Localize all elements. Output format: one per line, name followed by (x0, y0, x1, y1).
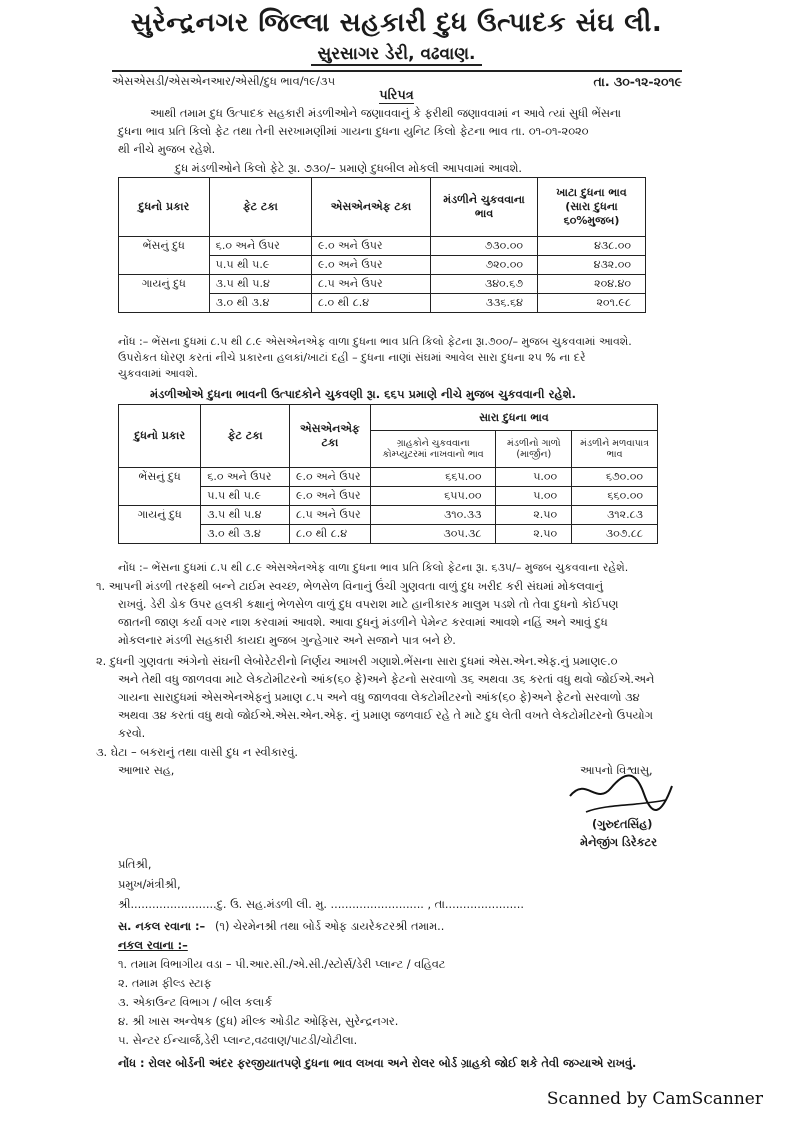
margin-cell: ૨.૫૦ (496, 506, 572, 525)
sour-price-cell: ૨૦૧.૯૮ (537, 294, 645, 313)
col-fat: ફેટ ટકા (201, 405, 290, 468)
table-header-row (119, 178, 646, 237)
note-2: નોંધ :– ભેંસના દુધમાં ૮.૫ થી ૮.૯ એસએનએફ વાળા દુધના ભાવ પ્રતિ કિલો ફેટના રૂા. ૬૩૫/– મુજબ ચુકવવાના રહેશે. (118, 561, 629, 574)
society-price-cell: ૩૦૭.૮૮ (572, 525, 658, 544)
table-row (119, 468, 658, 487)
fat-cell: ૫.૫ થી ૫.૯ (209, 256, 311, 275)
margin-cell: ૫.૦૦ (496, 487, 572, 506)
producer-rate-table (118, 404, 658, 544)
snf-cell: ૯.૦ અને ઉપર (311, 237, 430, 256)
point-1-line-3: જાતની જાણ કર્યા વગર નાશ કરવામાં આવશે. આવા દુધનું મંડળીને પેમેન્ટ કરવામાં આવશે નહિં અને આવું દુધ (118, 616, 608, 629)
milk-type-cell: ભેંસનું દુધ (119, 237, 210, 275)
margin-cell: ૨.૫૦ (496, 525, 572, 544)
price-cell: ૩૪૦.૬૭ (431, 275, 538, 294)
customer-price-cell: ૬૬૫.૦૦ (370, 468, 496, 487)
sour-price-cell: ૪૩૨.૦૦ (537, 256, 645, 275)
doc-title (0, 88, 793, 103)
point-2-line-1: ૨. દુધની ગુણવતા અંગેનો સંઘની લેબોરેટરીનો નિર્ણય આખરી ગણાશે.ભેંસના સારા દુધમાં એસ.એન.એફ.નું પ્રમાણ૯.૦ (96, 655, 618, 668)
copy-item: ૩. એકાઉન્ટ વિભાગ / બીલ કલાર્ક (118, 996, 273, 1009)
col-society-receivable: મંડળીને મળવાપાત્ર ભાવ (572, 431, 658, 468)
snf-cell: ૯.૦ અને ઉપર (289, 468, 370, 487)
point-2-line-3: ગાયના સારાદુધમાં એસએનએફનું પ્રમાણ ૮.૫ અને વધુ જાળવવા લેકટોમીટરનો આંક(૬૦ ફે)અને ફેટનો સરવાળો ૩૪ (118, 691, 640, 704)
intro-line-3: થી નીચે મુજબ રહેશે. (118, 143, 216, 156)
dairy-name (0, 44, 793, 64)
col-milk-type: દુધનો પ્રકાર (119, 178, 210, 237)
yours-faithfully-text: આપનો વિશ્વાસુ, (580, 764, 653, 777)
point-3: ૩. ઘેટા – બકરાનું તથા વાસી દુધ ન સ્વીકારવું. (96, 746, 298, 759)
note-1-line-2: ઉપરોકત ધોરણ કરતાં નીચે પ્રકારના હલકાં/ખાટાં દહી – દુધના નાણાં સંઘમાં આવેલ સારા દુધના ૨૫ % ના દરે (118, 351, 586, 364)
snf-cell: ૮.૫ અને ઉપર (289, 506, 370, 525)
customer-price-cell: ૬૫૫.૦૦ (370, 487, 496, 506)
point-2-line-5: કરવો. (118, 727, 146, 740)
reference-row (112, 70, 682, 90)
snf-cell: ૮.૦ થી ૮.૪ (289, 525, 370, 544)
note-1-line-1: નોંધ :– ભેંસના દુધમાં ૮.૫ થી ૮.૯ એસએનએફ વાળા દુધના ભાવ પ્રતિ કિલો ફેટના રૂા.૭૦૦/– મુજબ ચુકવવામાં આવશે. (118, 335, 632, 348)
col-good-milk-price: સારા દુધના ભાવ (370, 405, 657, 431)
price-cell: ૩૩૬.૬૪ (431, 294, 538, 313)
col-fat: ફેટ ટકા (209, 178, 311, 237)
signer-name: (ગુરુદતસિંહ) (592, 818, 653, 831)
copy-item: ૧. તમામ વિભાગીય વડા – પી.આર.સી./એ.સી./સ્ટોર્સ/ડેરી પ્લાન્ટ / વહિવટ (118, 958, 446, 971)
fat-cell: ૬.૦ અને ઉપર (201, 468, 290, 487)
signer-title: મેનેજીંગ ડિરેકટર (580, 836, 657, 849)
recipient-to: પ્રતિશ્રી, (118, 858, 152, 871)
col-snf: એસએનએફ ટકા (311, 178, 430, 237)
point-1-line-4: મોકલનાર મંડળી સહકારી કાયદા મુજબ ગુન્હેગાર અને સજાને પાત્ર બને છે. (118, 634, 456, 647)
snf-cell: ૮.૦ થી ૮.૪ (311, 294, 430, 313)
society-price-cell: ૬૭૦.૦૦ (572, 468, 658, 487)
col-milk-type: દુધનો પ્રકાર (119, 405, 201, 468)
fat-cell: ૩.૦ થી ૩.૪ (209, 294, 311, 313)
intro-line-1: આથી તમામ દુધ ઉત્પાદક સહકારી મંડળીઓને જણાવવાનું કે ફરીથી જણાવવામાં ન આવે ત્યાં સુધી ભેંસના (150, 107, 622, 120)
regards-text: આભાર સહ, (118, 764, 175, 777)
point-1-line-2: રાખવું. ડેરી ડોક ઉપર હલકી કક્ષાનું ભેળસેળ વાળું દુધ વપરાશ માટે હાનીકારક માલુમ પડશે તો તેવા દુધનો કોઈપણ (118, 598, 619, 611)
snf-cell: ૯.૦ અને ઉપર (311, 256, 430, 275)
col-snf: એસએનએફ ટકા (289, 405, 370, 468)
society-price-cell: ૬૬૦.૦૦ (572, 487, 658, 506)
point-2-line-2: અને તેથી વધુ જાળવવા માટે લેકટોમીટરનો આંક(૬૦ ફે)અને ફેટનો સરવાળો ૩૬ અથવા ૩૬ કરતાં વધુ થવો જોઈએ.અને (118, 673, 655, 686)
note-1-line-3: ચુકવવામાં આવશે. (118, 367, 198, 380)
table-2-intro: મંડળીઓએ દુધના ભાવની ઉત્પાદકોને ચુકવણી રૂા. ૬૬૫ પ્રમાણે નીચે મુજબ ચુકવવાની રહેશે. (150, 387, 576, 401)
society-price-cell: ૩૧૨.૮૩ (572, 506, 658, 525)
table-row (119, 275, 646, 294)
recipient-address: શ્રી........................દુ. ઉ. સહ.મંડળી લી. મુ. .......................... , તા...................... (118, 898, 524, 911)
customer-price-cell: ૩૧૦.૩૩ (370, 506, 496, 525)
col-margin: મંડળીનો ગાળો (માર્જીન) (496, 431, 572, 468)
footer-note: નોંધ : રોલર બોર્ડની અંદર ફરજીયાતપણે દુધના ભાવ લખવા અને રોલર બોર્ડ ગ્રાહકો જોઈ શકે તેવી જગ્યાએ રાખવું. (118, 1057, 637, 1070)
table-row (119, 506, 658, 525)
margin-cell: ૫.૦૦ (496, 468, 572, 487)
copy-main-text: (૧) ચેરમેનશ્રી તથા બોર્ડ ઓફ ડાયરેકટરશ્રી તમામ.. (215, 920, 445, 933)
point-2-line-4: અથવા ૩૪ કરતાં વધુ થવો જોઈએ.એસ.એન.એફ. નું પ્રમાણ જળવાઈ રહે તે માટે દુધ લેતી વખતે લેકટોમીટરનો ઉપયોગ (118, 709, 653, 722)
milk-type-cell: ગાયનું દુધ (119, 275, 210, 313)
sour-price-cell: ૪૩૮.૦૦ (537, 237, 645, 256)
col-customer-price: ગ્રાહકોને ચુકવવાના કોમ્પ્યુટરમાં નાખવાનો ભાવ (370, 431, 496, 468)
org-name: સુરેન્દ્રનગર જિલ્લા સહકારી દુધ ઉત્પાદક સંઘ લી. (130, 8, 663, 38)
copy-item: ૫. સેન્ટર ઈન્ચાર્જ,ડેરી પ્લાન્ટ,વઢવાણ/પાટડી/ચોટીલા. (118, 1034, 358, 1047)
reference-number: એસએસડી/એસએનઆર/એસી/દુધ ભાવ/૧૯/૩૫ (112, 74, 336, 88)
point-1-line-1: ૧. આપની મંડળી તરફથી બન્ને ટાઈમ સ્વચ્છ, ભેળસેળ વિનાનું ઉંચી ગુણવતા વાળું દુધ ખરીદ કરી સંઘમાં મોકલવાનું (96, 580, 604, 593)
copy-item: ૨. તમામ ફીલ્ડ સ્ટાફ (118, 977, 212, 990)
milk-type-cell: ભેંસનું દુધ (119, 468, 201, 506)
recipient-role: પ્રમુખ/મંત્રીશ્રી, (118, 878, 181, 891)
copy-item: ૪. શ્રી ખાસ અન્વેષક (દુધ) મીલ્ક ઓડીટ ઓફિસ, સુરેન્દ્રનગર. (118, 1015, 399, 1028)
customer-price-cell: ૩૦૫.૩૮ (370, 525, 496, 544)
fat-cell: ૬.૦ અને ઉપર (209, 237, 311, 256)
snf-cell: ૯.૦ અને ઉપર (289, 487, 370, 506)
milk-type-cell: ગાયનું દુધ (119, 506, 201, 544)
dairy-name-text: સુરસાગર ડેરી, વઢવાણ. (311, 44, 481, 66)
fat-cell: ૫.૫ થી ૫.૯ (201, 487, 290, 506)
price-cell: ૭૩૦.૦૦ (431, 237, 538, 256)
copy-main-label: સ. નકલ રવાના :– (118, 920, 206, 933)
doc-title-text: પરિપત્ર (379, 88, 414, 103)
sour-price-cell: ૨૦૪.૪૦ (537, 275, 645, 294)
fat-cell: ૩.૫ થી ૫.૪ (201, 506, 290, 525)
fat-cell: ૩.૦ થી ૩.૪ (201, 525, 290, 544)
intro-line-2: દુધના ભાવ પ્રતિ કિલો ફેટ તથા તેની સરખામણીમાં ગાયના દુધના યુનિટ કિલો ફેટના ભાવ તા. ૦૧-૦૧-૨૦૨૦ (118, 125, 589, 138)
table-row (119, 237, 646, 256)
copy-sub-label: નકલ રવાના :– (118, 939, 188, 952)
snf-cell: ૮.૫ અને ઉપર (311, 275, 430, 294)
price-cell: ૭૨૦.૦૦ (431, 256, 538, 275)
col-sour-price: ખાટા દુધના ભાવ (સારા દુધના ૬૦%મુજબ) (537, 178, 645, 237)
scanner-watermark: Scanned by CamScanner (546, 1089, 763, 1109)
circular-date: તા. ૩૦-૧૨-૨૦૧૯ (593, 74, 682, 89)
fat-cell: ૩.૫ થી ૫.૪ (209, 275, 311, 294)
intro-line-4: દુધ મંડળીઓને કિલો ફેટે રૂા. ૭૩૦/– પ્રમાણે દુધબીલ મોકલી આપવામાં આવશે. (175, 162, 522, 175)
col-society-price: મંડળીને ચુકવવાના ભાવ (431, 178, 538, 237)
table-header-row (119, 405, 658, 431)
society-rate-table (118, 177, 646, 313)
